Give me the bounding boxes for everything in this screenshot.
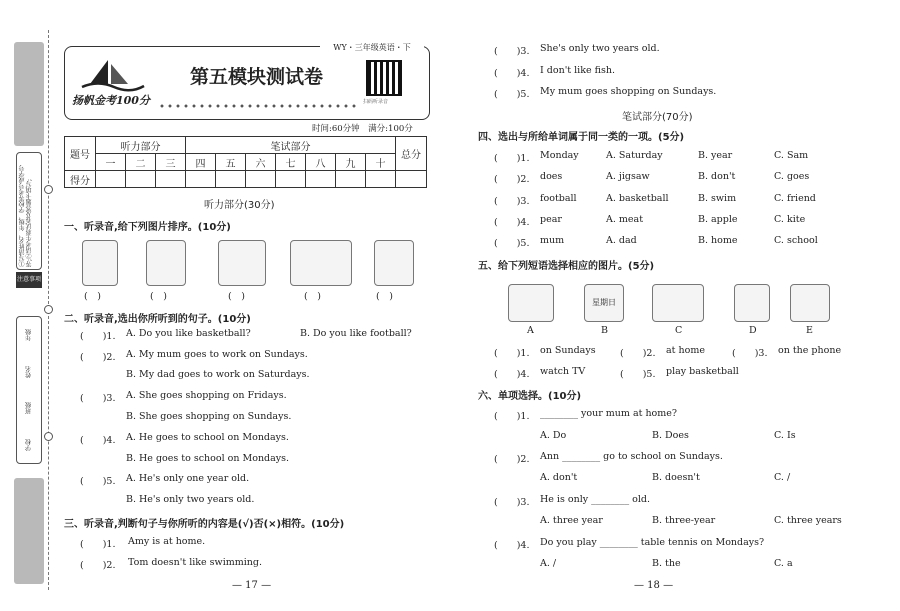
q6-question: ________ your mum at home? <box>540 408 678 419</box>
qr-caption: 扫码听录音 <box>363 99 389 105</box>
writing-title: 笔试部分(70分) <box>622 112 693 123</box>
q5-item-text: watch TV <box>540 366 586 377</box>
q4-word: football <box>540 193 577 204</box>
q2-option-a: A. Do you like basketball? <box>126 328 251 339</box>
calendar-text: 星期日 <box>592 298 616 307</box>
score-cell[interactable] <box>246 171 276 188</box>
picture-label: D <box>749 325 757 336</box>
q6-option-a: A. don't <box>540 472 578 483</box>
q2-item-num[interactable]: ( )2. <box>80 352 116 363</box>
q5-item-text: at home <box>666 345 705 356</box>
q1-blank[interactable]: ( ) <box>150 291 167 302</box>
table-col-num: 一 <box>96 154 126 171</box>
score-cell[interactable] <box>126 171 156 188</box>
sailboat-logo-icon <box>78 56 148 92</box>
q3-item-num[interactable]: ( )5. <box>494 89 530 100</box>
binding-strip <box>0 0 58 611</box>
q6-item-num[interactable]: ( )2. <box>494 454 530 465</box>
table-col-num: 六 <box>246 154 276 171</box>
q2-option-b: B. She goes shopping on Sundays. <box>126 411 292 422</box>
q4-option-c: C. friend <box>774 193 816 204</box>
writing-section-header: 笔试部分 <box>186 137 396 154</box>
q5-item-num[interactable]: ( )4. <box>494 369 530 380</box>
q4-option-b: B. year <box>698 150 733 161</box>
score-cell[interactable] <box>336 171 366 188</box>
q4-option-c: C. school <box>774 235 818 246</box>
q6-option-b: B. three-year <box>652 515 716 526</box>
table-col-num: 四 <box>186 154 216 171</box>
picture-cycling-icon <box>374 240 414 286</box>
strip-notice: ①写清姓名、年级、学校等考号或学号等;②请考生将试卷及答题卡填写; <box>16 152 42 270</box>
total-header: 总分 <box>396 137 427 171</box>
field-school: 学校 <box>25 438 33 451</box>
q5-title: 五、给下列短语选择相应的图片。(5分) <box>478 261 655 272</box>
q4-item-num[interactable]: ( )4. <box>494 217 530 228</box>
q4-option-b: B. swim <box>698 193 737 204</box>
q2-option-b: B. He's only two years old. <box>126 494 255 505</box>
q4-option-b: B. don't <box>698 171 736 182</box>
q4-word: Monday <box>540 150 579 161</box>
q4-option-a: A. meat <box>606 214 644 225</box>
listening-section-header: 听力部分 <box>96 137 186 154</box>
picture-tv-icon <box>790 284 830 322</box>
q3-item-num[interactable]: ( )2. <box>80 560 116 571</box>
score-cell[interactable] <box>306 171 336 188</box>
q4-item-num[interactable]: ( )1. <box>494 153 530 164</box>
q6-option-b: B. doesn't <box>652 472 700 483</box>
time-info: 时间:60分钟 满分:100分 <box>312 124 413 134</box>
q4-option-c: C. Sam <box>774 150 809 161</box>
score-row-label: 得分 <box>65 171 96 188</box>
picture-walking-icon <box>82 240 118 286</box>
q2-option-a: A. My mum goes to work on Sundays. <box>126 349 308 360</box>
q1-blank[interactable]: ( ) <box>84 291 101 302</box>
picture-football-icon <box>218 240 266 286</box>
q6-item-num[interactable]: ( )3. <box>494 497 530 508</box>
binding-hole-3 <box>44 432 53 441</box>
q6-option-c: C. three years <box>774 515 842 526</box>
q6-option-c: C. a <box>774 558 793 569</box>
table-col-num: 八 <box>306 154 336 171</box>
q3-item-num[interactable]: ( )3. <box>494 46 530 57</box>
dotted-divider <box>158 104 358 108</box>
q4-item-num[interactable]: ( )3. <box>494 196 530 207</box>
q3-item-text: She's only two years old. <box>540 43 660 54</box>
q2-option-b: B. Do you like football? <box>300 328 412 339</box>
listening-title: 听力部分(30分) <box>204 200 275 211</box>
q3-item-text: My mum goes shopping on Sundays. <box>540 86 717 97</box>
q5-item-text: play basketball <box>666 366 739 377</box>
q2-option-a: A. He's only one year old. <box>126 473 250 484</box>
q4-title: 四、选出与所给单词属于同一类的一项。(5分) <box>478 132 685 143</box>
page-title: 第五模块测试卷 <box>190 66 324 88</box>
binding-hole-2 <box>44 305 53 314</box>
q1-blank[interactable]: ( ) <box>228 291 245 302</box>
q3-title: 三、听录音,判断句子与你所听的内容是(√)否(×)相符。(10分) <box>64 519 345 530</box>
q4-option-a: A. dad <box>606 235 637 246</box>
q6-question: Ann ________ go to school on Sundays. <box>540 451 723 462</box>
q2-item-num[interactable]: ( )5. <box>80 476 116 487</box>
grade-badge: WY・三年级英语・下 <box>320 41 424 55</box>
field-grade: 年级 <box>25 329 33 342</box>
q2-item-num[interactable]: ( )3. <box>80 393 116 404</box>
picture-label: E <box>806 325 813 336</box>
brand-name: 扬帆金考100分 <box>72 94 150 107</box>
q5-item-text: on Sundays <box>540 345 596 356</box>
q6-option-c: C. Is <box>774 430 796 441</box>
table-col-num: 十 <box>366 154 396 171</box>
q6-title: 六、单项选择。(10分) <box>478 391 582 402</box>
q1-title: 一、听录音,给下列图片排序。(10分) <box>64 222 231 233</box>
q5-item-text: on the phone <box>778 345 842 356</box>
q2-item-num[interactable]: ( )1. <box>80 331 116 342</box>
q1-blank[interactable]: ( ) <box>304 291 321 302</box>
picture-phone-icon <box>508 284 554 322</box>
q3-item-text: Amy is at home. <box>128 536 206 547</box>
q3-item-text: Tom doesn't like swimming. <box>128 557 263 568</box>
q6-option-b: B. Does <box>652 430 689 441</box>
q4-option-b: B. home <box>698 235 738 246</box>
strip-shade-top <box>14 42 44 146</box>
q6-question: Do you play ________ table tennis on Mondays? <box>540 537 765 548</box>
picture-label: C <box>675 325 683 336</box>
q4-word: pear <box>540 214 562 225</box>
binding-hole-1 <box>44 185 53 194</box>
q5-item-num[interactable]: ( )1. <box>494 348 530 359</box>
q6-item-num[interactable]: ( )4. <box>494 540 530 551</box>
score-cell[interactable] <box>186 171 216 188</box>
score-cell[interactable] <box>96 171 126 188</box>
qr-code-icon <box>366 60 402 96</box>
picture-calendar-icon <box>584 284 624 322</box>
table-col-num: 七 <box>276 154 306 171</box>
q6-option-b: B. the <box>652 558 681 569</box>
strip-tag: 注意事项 <box>16 272 42 288</box>
q2-title: 二、听录音,选出你所听到的句子。(10分) <box>64 314 251 325</box>
q4-word: mum <box>540 235 565 246</box>
table-col-num: 三 <box>156 154 186 171</box>
q4-item-num[interactable]: ( )2. <box>494 174 530 185</box>
score-cell[interactable] <box>396 171 427 188</box>
q6-option-a: A. three year <box>540 515 603 526</box>
q4-option-a: A. basketball <box>606 193 669 204</box>
q6-item-num[interactable]: ( )1. <box>494 411 530 422</box>
score-cell[interactable] <box>366 171 396 188</box>
q4-option-b: B. apple <box>698 214 738 225</box>
q1-blank[interactable]: ( ) <box>376 291 393 302</box>
q4-word: does <box>540 171 563 182</box>
q6-option-a: A. / <box>540 558 557 569</box>
q5-item-num[interactable]: ( )2. <box>620 348 656 359</box>
picture-home-icon <box>652 284 704 322</box>
score-table <box>64 136 427 188</box>
score-cell[interactable] <box>276 171 306 188</box>
picture-basketball-icon <box>734 284 770 322</box>
field-class: 班级 <box>25 402 33 415</box>
score-cell[interactable] <box>156 171 186 188</box>
score-header-label: 题号 <box>65 137 96 171</box>
strip-shade-bottom <box>14 478 44 584</box>
page-number-right: — 18 — <box>634 580 674 591</box>
q2-item-num[interactable]: ( )4. <box>80 435 116 446</box>
picture-shopping-icon <box>290 240 352 286</box>
q6-option-a: A. Do <box>540 430 567 441</box>
q5-item-num[interactable]: ( )5. <box>620 369 656 380</box>
q4-option-c: C. goes <box>774 171 810 182</box>
score-cell[interactable] <box>216 171 246 188</box>
q4-item-num[interactable]: ( )5. <box>494 238 530 249</box>
q2-option-b: B. My dad goes to work on Saturdays. <box>126 369 310 380</box>
table-col-num: 二 <box>126 154 156 171</box>
q2-option-b: B. He goes to school on Mondays. <box>126 453 290 464</box>
q4-option-c: C. kite <box>774 214 806 225</box>
student-info-box <box>16 316 42 464</box>
q3-item-text: I don't like fish. <box>540 65 615 76</box>
q3-item-num[interactable]: ( )4. <box>494 68 530 79</box>
q5-item-num[interactable]: ( )3. <box>732 348 768 359</box>
picture-label: A <box>527 325 534 336</box>
q6-question: He is only ________ old. <box>540 494 651 505</box>
q6-option-c: C. / <box>774 472 791 483</box>
picture-door-icon <box>146 240 186 286</box>
q4-option-a: A. jigsaw <box>606 171 650 182</box>
q4-option-a: A. Saturday <box>606 150 663 161</box>
q2-option-a: A. She goes shopping on Fridays. <box>126 390 287 401</box>
q3-item-num[interactable]: ( )1. <box>80 539 116 550</box>
page-number-left: — 17 — <box>232 580 272 591</box>
field-name: 姓名 <box>25 365 33 378</box>
table-col-num: 五 <box>216 154 246 171</box>
q2-option-a: A. He goes to school on Mondays. <box>126 432 289 443</box>
table-col-num: 九 <box>336 154 366 171</box>
picture-label: B <box>601 325 608 336</box>
